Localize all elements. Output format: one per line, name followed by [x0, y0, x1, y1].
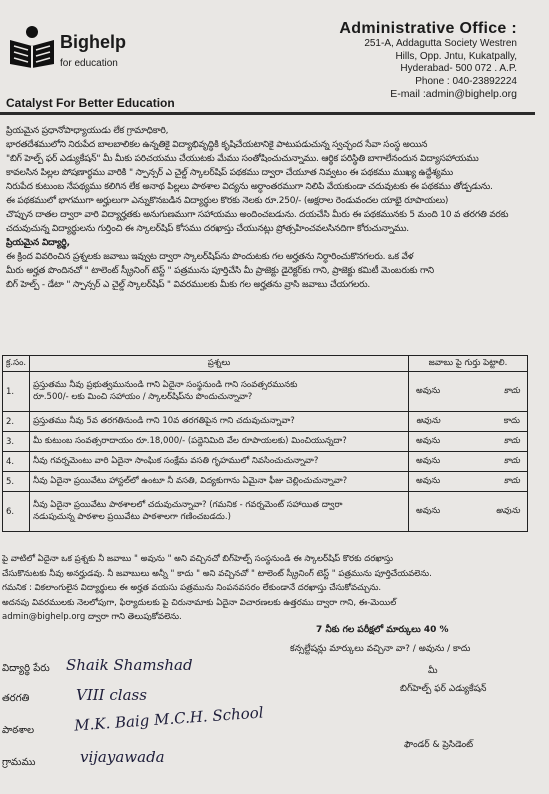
answer-cell[interactable] [409, 472, 528, 492]
marked-answer: అవును [495, 505, 520, 516]
table-row [3, 372, 528, 412]
intro-line: నిరుపేద కుటుంబ నేపథ్యము కలిగిన లేక అనాథ పిల్లలు పాఠశాల విద్యను అర్ధాంతరముగా నిలిపి వేయకుండా చదువుటకు ఈ పథకము తోడ్పడును. [6, 182, 493, 192]
answer-cell[interactable] [409, 432, 528, 452]
tagline: Catalyst For Better Education [6, 96, 175, 110]
phone: Phone : 040-23892224 [415, 75, 517, 87]
table-row [3, 492, 528, 532]
table-row [3, 412, 528, 432]
intro-line: భారతదేశములోని నిరుపేద బాలబాలికల ఉన్నతికై విద్యాభివృద్ధికి కృషిచేయటానికై పాటుపడుచున్న స్వచ్ఛంద సేవా సంస్థ అయిన [6, 140, 428, 150]
answer-cell[interactable] [409, 372, 528, 412]
note-line: admin@bighelp.org ద్వారా గాని తెలుపుకోవలెను. [2, 612, 182, 622]
class-value[interactable]: VIII class [76, 686, 147, 704]
intro-line: "బిగ్ హెల్ప్ ఫర్ ఎడ్యుకేషన్" మీ మీకు పరిచయము చేయుటకు మేము సంతోషించుచున్నాము. ఆర్థిక పరిస్థితి బాగాలేనందున విద్యాసహాయము [6, 154, 479, 164]
question-prompt: కన్సల్టేషన్లు మార్కులు వచ్చినా వా? / అవును / కాదు [290, 644, 471, 654]
note-line: చేసుకొనుటకు నీవు అనర్హుడవు. నీ జవాబులు అన్నీ " కాదు " అని వచ్చినచో " టాలెంట్ స్క్రీనింగ్ టెస్ట్ " పత్రమును పూర్తిచేయవలెను. [2, 568, 432, 579]
intro-line: ఈ పథకములో భాగముగా అర్హులుగా ఎన్నుకొనబడిన విద్యార్థుల కొరకు నెలకు రూ.250/- (అక్షరాల రెండువందల యాభై రూపాయలు) [6, 196, 449, 206]
table-row [3, 452, 528, 472]
marked-answer: కాదు [503, 475, 520, 486]
yes-option[interactable]: అవును [416, 475, 441, 486]
yes-option[interactable]: అవును [416, 505, 441, 516]
address-line-3: Hyderabad- 500 072 . A.P. [400, 63, 517, 75]
question-text: మీ కుటుంబ సంవత్సరాదాయం రూ.18,000/- (పద్దెనిమిది వేల రూపాయలకు) మించియున్నదా? [30, 432, 409, 452]
signoff-title: ఫౌండర్ & ప్రెసిడెంట్ [404, 740, 474, 750]
question-text: ప్రస్తుతము నీవు 5వ తరగతినుండి గాని 10వ తరగతిపైన గాని చదువుచున్నావా? [30, 412, 409, 432]
no-option[interactable]: కాదు [503, 415, 520, 426]
question-text: రూ.500/- లకు మించి సహాయం / స్కాలర్‌షిప్‌ను పొందుచున్నావా? [33, 391, 253, 402]
greeting: ప్రియమైన ప్రధానోపాధ్యాయుడు లేక గ్రామాధికారి, [6, 126, 169, 136]
place-label: గ్రామము [2, 757, 36, 768]
notes-section [2, 552, 538, 625]
name-value[interactable]: Shaik Shamshad [66, 656, 193, 674]
column-header-no: క్ర.సం. [3, 356, 30, 372]
marked-answer: కాదు [503, 385, 520, 396]
column-header-answer: జవాబు పై గుర్తు పెట్టాలి. [409, 356, 528, 372]
class-label: తరగతి [2, 693, 30, 704]
row-number: 5. [3, 472, 30, 492]
email: E-mail :admin@bighelp.org [390, 88, 517, 101]
question-cell [30, 492, 409, 532]
column-header-question: ప్రశ్నలు [30, 356, 409, 372]
place-value[interactable]: vijayawada [80, 748, 165, 766]
question-text: ప్రస్తుతము నీవు ప్రభుత్వమునుండి గాని ఏదైనా సంస్థనుండి గాని సంవత్సరమునకు [33, 379, 298, 390]
intro-section [6, 124, 540, 292]
student-greeting: ప్రియమైన విద్యార్థి, [6, 238, 70, 248]
row-number: 3. [3, 432, 30, 452]
yes-option[interactable]: అవును [416, 455, 441, 466]
office-address-block [339, 20, 517, 101]
row-number: 6. [3, 492, 30, 532]
answer-cell[interactable] [409, 492, 528, 532]
school-label: పాఠశాల [2, 725, 35, 736]
student-intro-line: మీరు అర్హత పొందినచో " టాలెంట్ స్క్రీనింగ్ టెస్ట్ " పత్రమును పూర్తిచేసి మీ ప్రాజెక్టు డైరెక్టర్‌కు గాని, ప్రాజెక్టు కమిటీ మెంబరుకు గాని [6, 266, 434, 276]
student-intro-line: బిగ్ హెల్ప్ - డేటా " స్పాన్సర్ ఎ చైల్డ్ స్కాలర్‌షిప్ " వివరములకు మీకు గల అర్హతను వ్రాసి జవాబు చేయగలరు. [6, 280, 371, 290]
row-number: 4. [3, 452, 30, 472]
intro-line: చొప్పున దాతల ద్వారా వారి విద్యార్హతకు అనుగుణముగా సహాయము అందించబడును. దయచేసి మీరు ఈ పథకమునకు 5 మంది 10 వ తరగతి వరకు [6, 210, 509, 220]
eligibility-table [2, 355, 528, 532]
intro-line: కావలసిన పిల్లల పోషణార్థము వారికి " స్పాన్సర్ ఎ చైల్డ్ స్కాలర్‌షిప్ పథకము ద్వారా చేయూత నివ్వటం ఈ పథకము ముఖ్య ఉద్దేశ్యము [6, 168, 453, 178]
question-text: నీవు గవర్నమెంటు వారి ఏదైనా సాంఘిక సంక్షేమ వసతి గృహములో నివసించుచున్నావా? [30, 452, 409, 472]
answer-cell[interactable] [409, 452, 528, 472]
yes-option[interactable]: అవును [416, 435, 441, 446]
row-number: 2. [3, 412, 30, 432]
table-row [3, 472, 528, 492]
question-cell [30, 372, 409, 412]
signoff-we: మీ [428, 666, 438, 676]
table-row [3, 432, 528, 452]
office-title: Administrative Office : [339, 20, 517, 37]
note-line: గమనిక : వికలాంగులైన విద్యార్థులు ఈ అర్హత వయసు పత్రమును నింపనవసరం లేకుండానే దరఖాస్తు చేసుకోవచ్చును. [2, 583, 382, 593]
question-text: నీవు ఏదైనా ప్రయివేటు పాఠశాలలో చదువుచున్నావా? (గమనిక - గవర్నమెంట్ సహాయిత ద్వారా [33, 499, 343, 510]
marked-answer: కాదు [503, 455, 520, 466]
intro-line: చదువుచున్న విద్యార్థులను గుర్తించి ఈ స్కాలర్‌షిప్ కోసము దరఖాస్తు చేయునట్లు ప్రోత్సహించవలసినదిగా కోరుచున్నాము. [6, 224, 409, 234]
brand-name: Bighelp [60, 32, 126, 52]
signoff-org: బిగ్‌హెల్ప్ ఫర్ ఎడ్యుకేషన్ [400, 684, 487, 694]
answer-cell[interactable] [409, 412, 528, 432]
yes-option[interactable]: అవును [416, 385, 441, 396]
question-text: నీవు ఏదైనా ప్రయివేటు హాస్టల్‌లో ఉంటూ నీ వసతి, విద్యకుగాను ఏమైనా ఫీజు చెల్లించుచున్నావా? [30, 472, 409, 492]
brand-subtitle: for education [60, 58, 118, 69]
score-note: 7 నీకు గల పరీక్షలో మార్కులు 40 % [316, 625, 449, 635]
address-line-1: 251-A, Addagutta Society Westren [364, 38, 517, 49]
student-intro-line: ఈ క్రింద వివరించిన ప్రశ్నలకు జవాబు ఇవ్వుట ద్వారా స్కాలర్‌షిప్‌ను పొందుటకు గల అర్హతను నిర్ధారించుకొనగలరు. ఒక వేళ [6, 252, 414, 262]
question-text: నడుపుచున్న పాఠశాల ప్రయివేటు పాఠశాలగా గణించబడదు.) [33, 511, 231, 522]
marked-answer: అవును [416, 415, 441, 426]
school-value[interactable]: M.K. Baig M.C.H. School [73, 703, 265, 735]
row-number: 1. [3, 372, 30, 412]
name-label: విద్యార్థి పేరు [2, 663, 50, 674]
note-line: పై వాటిలో ఏదైనా ఒక ప్రశ్నకు నీ జవాబు " అవును " అని వచ్చినచో బిగ్‌హెల్ప్ సంస్థనుండి ఈ స్కాలర్‌షిప్ కొరకు దరఖాస్తు [2, 554, 394, 564]
book-reader-logo-icon [6, 24, 58, 68]
table-header-row [3, 356, 528, 372]
marked-answer: కాదు [503, 435, 520, 446]
address-line-2: Hills, Opp. Jntu, Kukatpally, [395, 50, 517, 62]
header-divider [0, 112, 535, 115]
note-line: అదనపు వివరములకు నెలలోపుగా, ఫిర్యాదులకు పై చిరునామాకు ఏదైనా విచారణలకు ఉత్తరము ద్వారా గాని, ఈ-మెయిల్ [2, 597, 397, 608]
